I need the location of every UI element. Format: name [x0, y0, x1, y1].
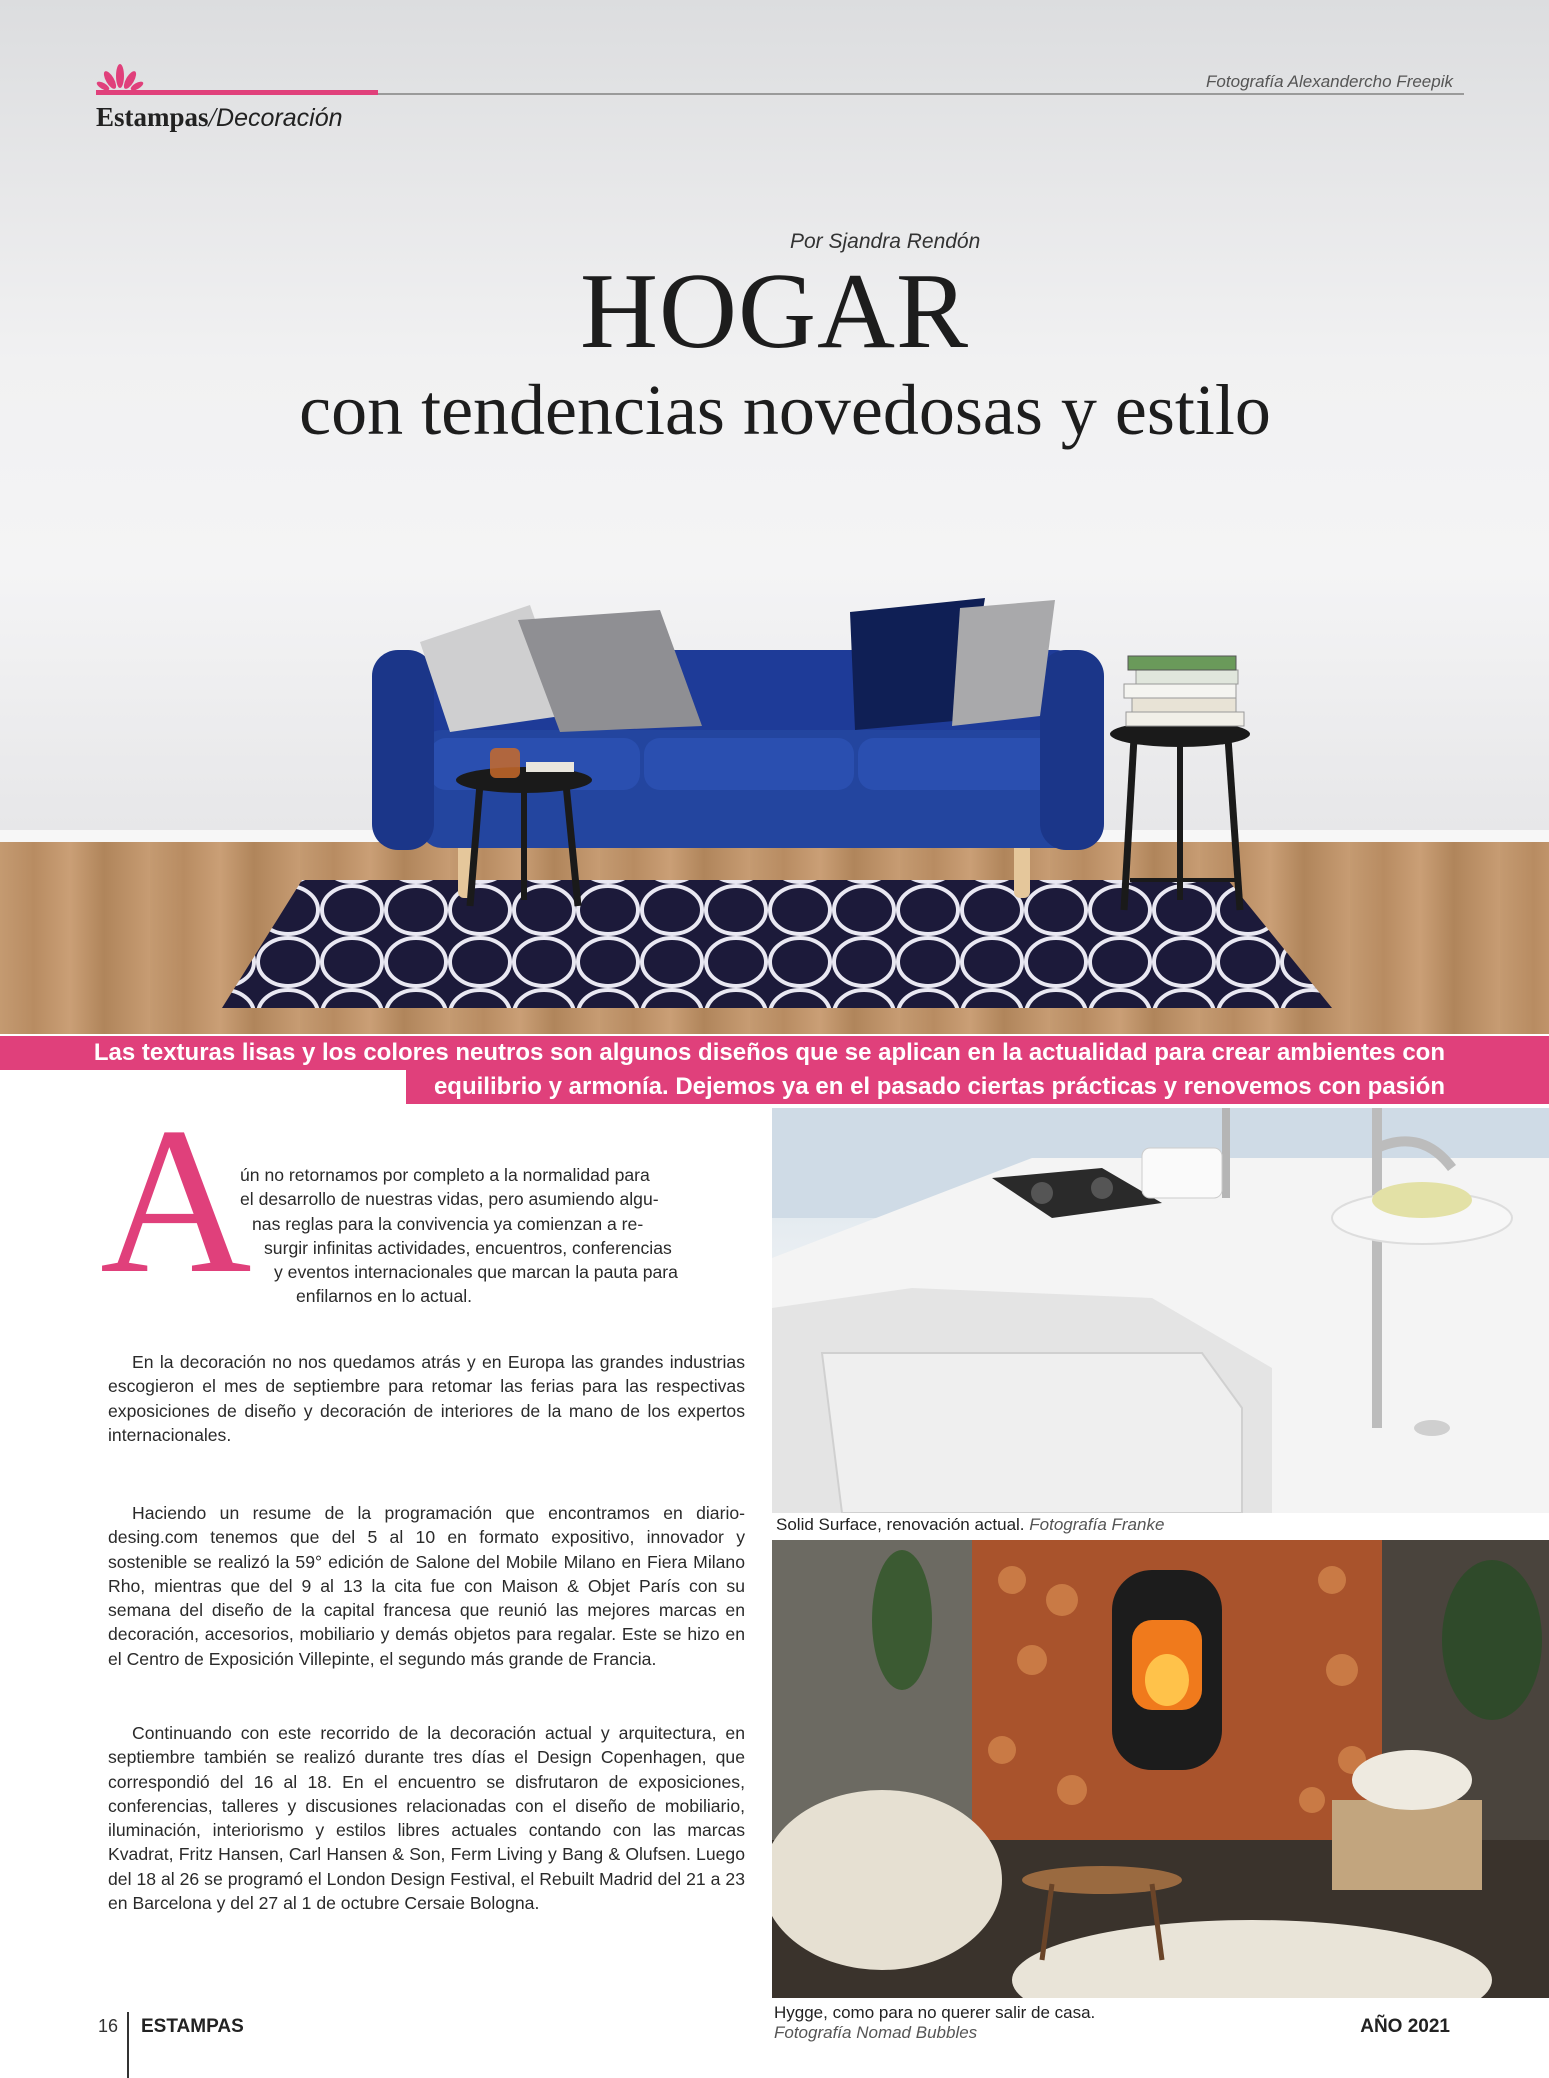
- drop-cap: A: [100, 1085, 252, 1317]
- p1-line: surgir infinitas actividades, encuentros, conferencias: [264, 1237, 672, 1258]
- living-room-illustration: [0, 0, 1549, 1034]
- kitchen-photo: [772, 1108, 1549, 1513]
- kitchen-caption-text: Solid Surface, renovación actual.: [776, 1515, 1025, 1534]
- hygge-caption-text: Hygge, como para no querer salir de casa.: [774, 2003, 1096, 2022]
- kitchen-photo-credit: Fotografía Franke: [1029, 1515, 1165, 1534]
- section-separator: /: [208, 102, 217, 132]
- p1-line: nas reglas para la convivencia ya comienzan a re-: [252, 1213, 644, 1234]
- hygge-caption: [774, 2003, 1095, 2043]
- plant: [1442, 1560, 1542, 1720]
- sheepskin-beanbag: [772, 1790, 1002, 1970]
- header-accent-line: [96, 90, 378, 95]
- p1-line: el desarrollo de nuestras vidas, pero asumiendo algu-: [240, 1189, 659, 1210]
- hygge-photo: [772, 1540, 1549, 1998]
- p1-line: ún no retornamos por completo a la normalidad para: [240, 1165, 650, 1185]
- hero-photo-credit: Fotografía Alexandercho Freepik: [1206, 72, 1453, 91]
- kitchen-illustration: [772, 1108, 1549, 1513]
- flower-logo-icon: [96, 62, 144, 92]
- paragraph-2: En la decoración no nos quedamos atrás y en Europa las grandes industrias escogieron el mes de septiembre para retomar las ferias para las respectivas exposiciones de diseño y decoración de interiores de la mano de los expertos internacionales.: [108, 1352, 745, 1445]
- patterned-rug: [222, 880, 1332, 1008]
- hygge-illustration: [772, 1540, 1549, 1998]
- footer-rule: [127, 2012, 129, 2078]
- byline: Por Sjandra Rendón: [790, 230, 981, 253]
- p1-line: enfilarnos en lo actual.: [296, 1286, 473, 1307]
- lead-banner-line-2: equilibrio y armonía. Dejemos ya en el pasado ciertas prácticas y renovemos con pasión: [406, 1070, 1549, 1104]
- book-stack: [1126, 712, 1244, 726]
- magazine-name: ESTAMPAS: [141, 2016, 244, 2037]
- section-name: Estampas: [96, 102, 209, 132]
- paragraph-3: Haciendo un resume de la programación que encontramos en diario-desing.com tenemos que del 5 al 10 en formato expositivo, innovador y sostenible se realizó la 59° edición de Salone del Mobile Milano en Fiera Milano Rho, mientras que del 9 al 13 la cita fue con Maison & Objet París con su semana del diseño de la capital francesa que reunió las mejores marcas en decoración, accesorios, mobiliario y demás objetos para regalar. Este se hizo en el Centro de Exposición Villepinte, el segundo más grande de Francia.: [108, 1503, 745, 1669]
- hygge-photo-credit: Fotografía Nomad Bubbles: [774, 2023, 978, 2042]
- hero-photo: [0, 0, 1549, 1034]
- faucet: [1372, 1108, 1382, 1428]
- paragraph-1: [240, 1163, 745, 1309]
- header-rule: [378, 93, 1464, 95]
- section-label: [96, 102, 343, 133]
- coffee-table: [1022, 1866, 1182, 1894]
- paragraph-4: Continuando con este recorrido de la decoración actual y arquitectura, en septiembre también se realizó durante tres días el Design Copenhagen, que correspondió del 16 al 18. En el encuentro se disfrutaron de exposiciones, conferencias, talleres y discusiones relacionadas con el diseño de mobiliario, iluminación, interiorismo y estilos libres actuales contando con las marcas Kvadrat, Fritz Hansen, Carl Hansen & Son, Ferm Living y Bang & Olufsen. Luego del 18 al 26 se programó el London Design Festival, el Rebuilt Madrid del 21 a 23 en Barcelona y del 27 al 1 de octubre Cersaie Bologna.: [108, 1723, 745, 1914]
- kitchen-caption: [776, 1515, 1164, 1535]
- lead-banner-line-1: Las texturas lisas y los colores neutros son algunos diseños que se aplican en la actualidad para crear ambientes con: [0, 1036, 1549, 1070]
- article-subtitle: con tendencias novedosas y estilo: [299, 370, 1271, 450]
- pillow-knit: [952, 600, 1055, 726]
- issue-year: AÑO 2021: [1360, 2016, 1450, 2037]
- subsection-name: Decoración: [216, 104, 343, 132]
- page-number: 16: [98, 2016, 119, 2036]
- article-title: HOGAR: [579, 252, 969, 371]
- p1-line: y eventos internacionales que marcan la pauta para: [274, 1262, 678, 1283]
